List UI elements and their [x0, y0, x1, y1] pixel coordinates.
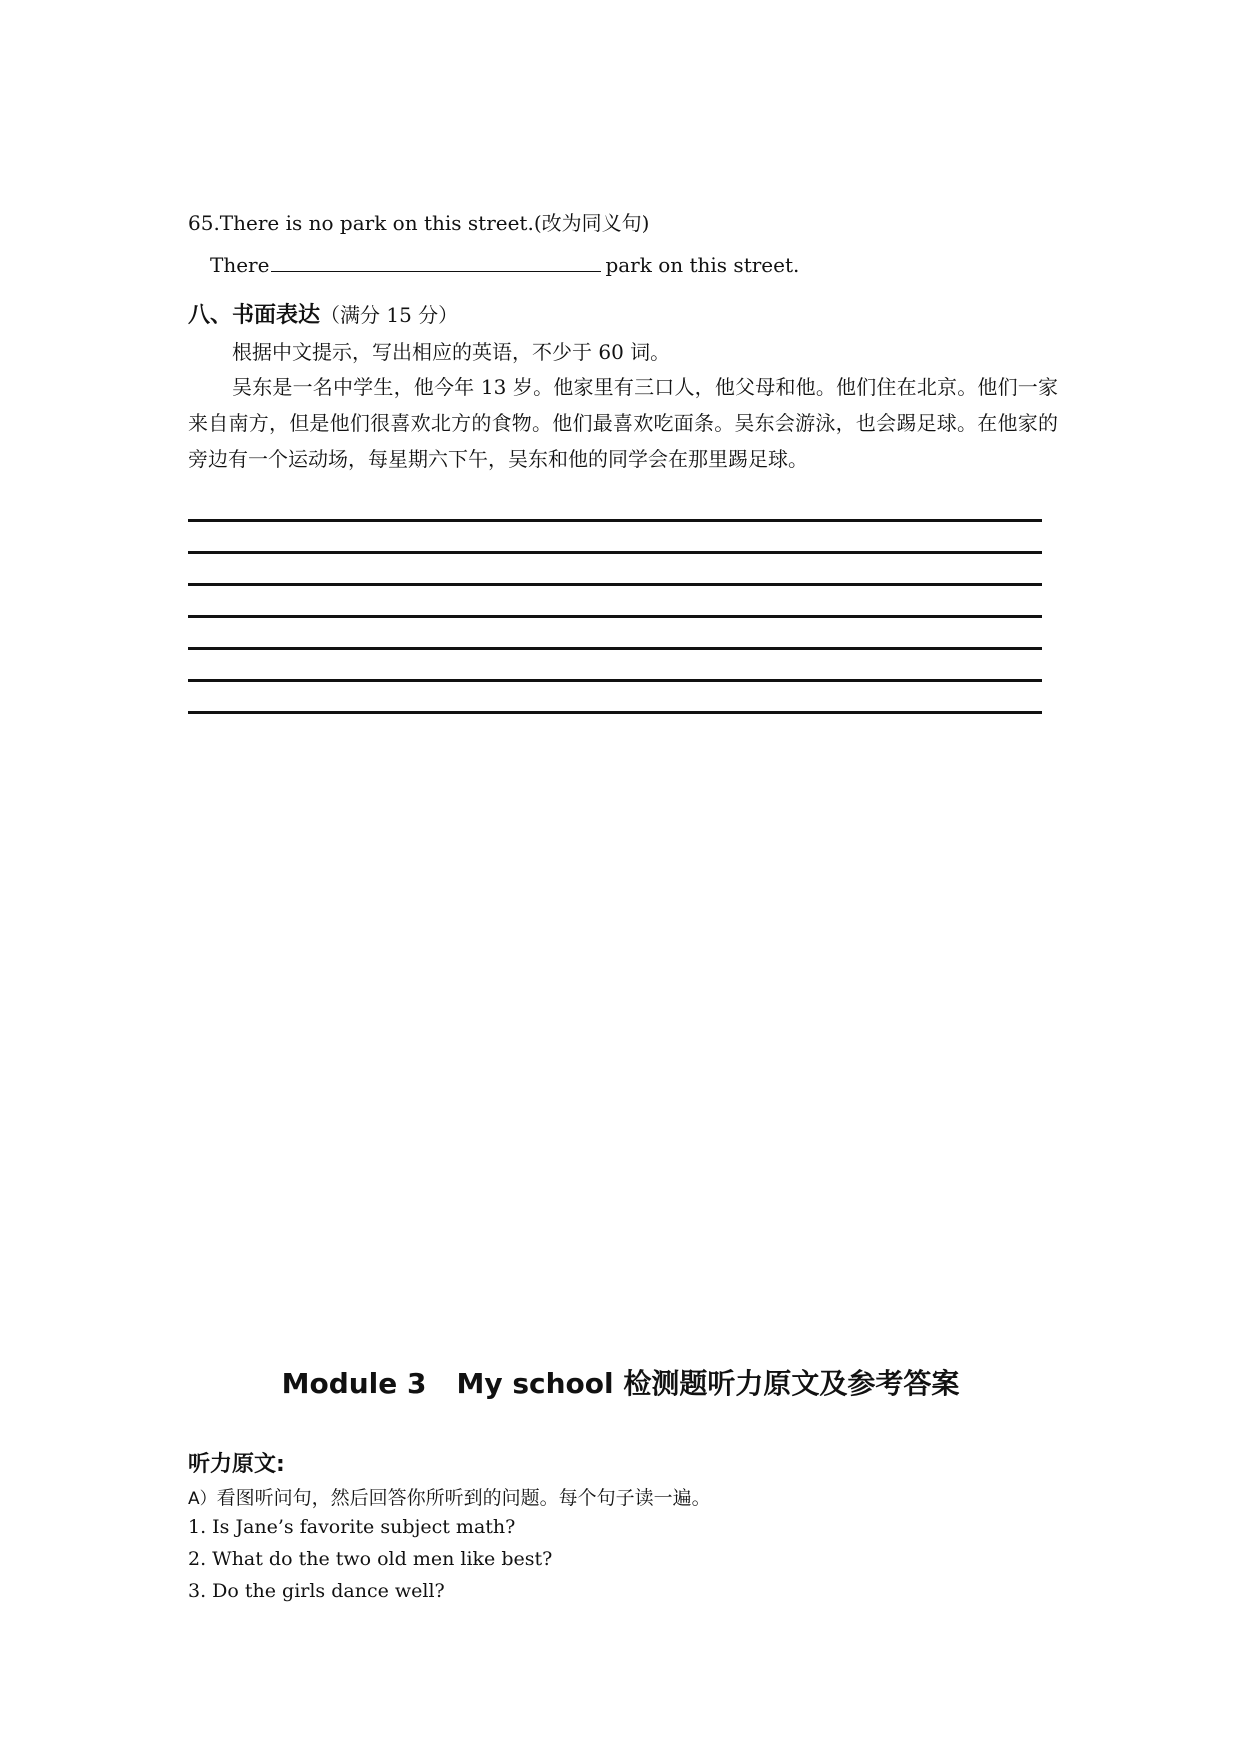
writing-line[interactable]: [188, 583, 1042, 586]
listening-item: 2. What do the two old men like best?: [188, 1548, 553, 1570]
writing-line[interactable]: [188, 519, 1042, 522]
answer-key-title: [0, 1362, 1241, 1402]
listening-item: 1. Is Jane’s favorite subject math?: [188, 1516, 516, 1538]
question-65-prompt: 65.There is no park on this street.(改为同义句): [188, 211, 650, 235]
section-8-heading: [188, 298, 458, 329]
writing-answer-area[interactable]: [188, 519, 1042, 743]
writing-line[interactable]: [188, 647, 1042, 650]
writing-prompt-story: 吴东是一名中学生，他今年 13 岁。他家里有三口人，他父母和他。他们住在北京。他们一家来自南方，但是他们很喜欢北方的食物。他们最喜欢吃面条。吴东会游泳，也会踢足球。在他家的旁边有一个运动场，每星期六下午，吴东和他的同学会在那里踢足球。: [188, 375, 1058, 471]
writing-line[interactable]: [188, 679, 1042, 682]
answer-line-end: park on this street.: [605, 253, 800, 277]
listening-section-a: [188, 1483, 711, 1510]
section-a-label: A）: [188, 1489, 217, 1509]
answer-line-start: There: [210, 253, 270, 277]
section-8-score: （满分 15 分）: [320, 303, 459, 327]
listening-heading: 听力原文:: [188, 1452, 285, 1477]
listening-item: 3. Do the girls dance well?: [188, 1580, 445, 1602]
writing-instruction: 根据中文提示，写出相应的英语，不少于 60 词。: [232, 340, 671, 364]
answer-key-subtitle: My school 检测题听力原文及参考答案: [456, 1367, 960, 1400]
writing-line[interactable]: [188, 615, 1042, 618]
question-65-answer-line: [210, 253, 799, 277]
answer-key-module: Module 3: [281, 1367, 427, 1400]
writing-line[interactable]: [188, 711, 1042, 714]
answer-blank[interactable]: [271, 255, 601, 272]
writing-line[interactable]: [188, 551, 1042, 554]
section-8-title: 八、书面表达: [188, 303, 321, 328]
section-a-instruction: 看图听问句，然后回答你所听到的问题。每个句子读一遍。: [216, 1487, 711, 1509]
